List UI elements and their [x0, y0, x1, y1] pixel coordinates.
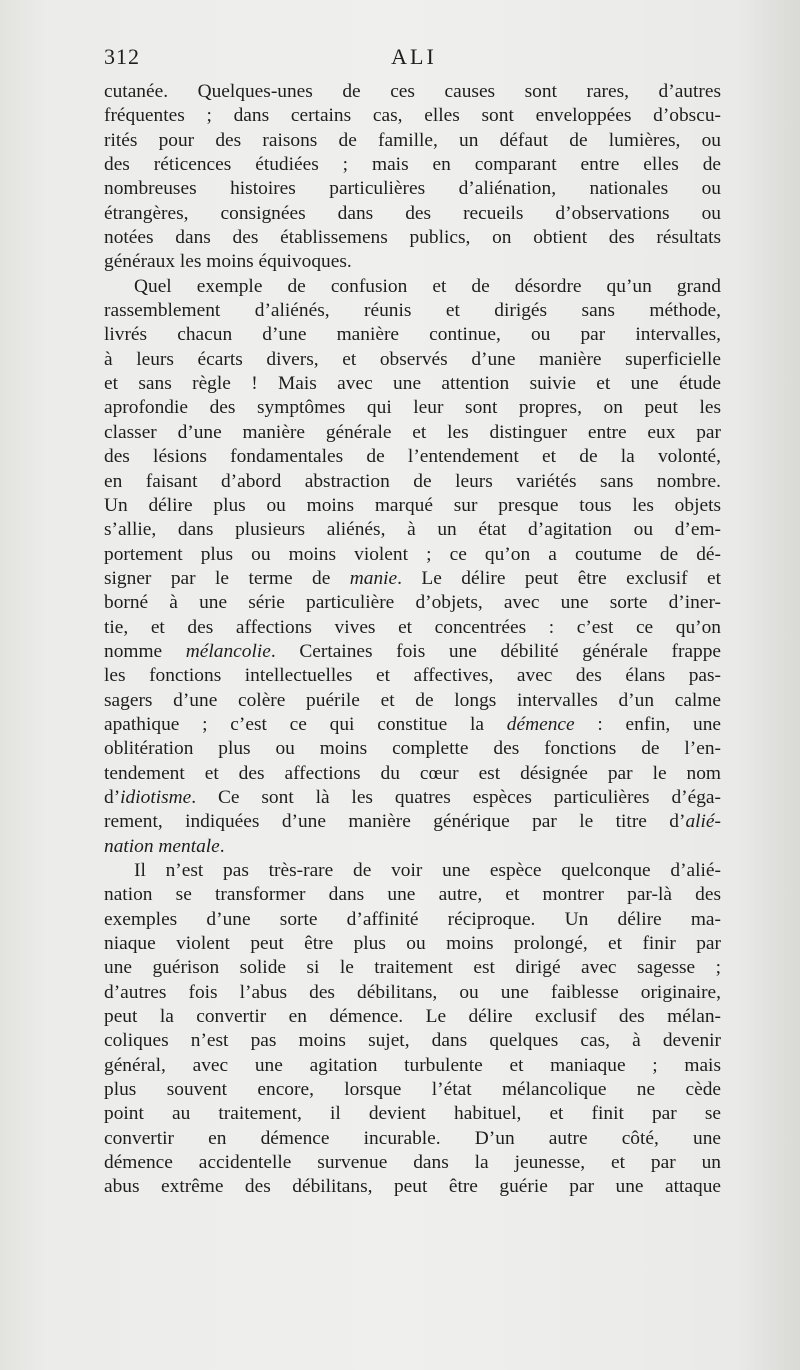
text-line [104, 1127, 721, 1151]
text-run: une guérison solide si le traitement est dirigé avec sagesse ; [104, 957, 721, 979]
text-run: rassemblement d’aliénés, réunis et dirigés sans méthode, [104, 300, 721, 322]
text-line [104, 518, 721, 542]
text-run: cutanée. Quelques-unes de ces causes sont rares, d’autres [104, 81, 721, 102]
italic-term: manie [349, 567, 398, 589]
text-line [104, 470, 721, 494]
italic-term: nation mentale [104, 835, 220, 857]
text-line [104, 737, 721, 761]
italic-term: idiotisme [120, 786, 192, 808]
text-run: à leurs écarts divers, et observés d’une manière superficielle [104, 348, 721, 370]
text-run: oblitération plus ou moins complette des fonctions de l’en- [104, 738, 721, 760]
text-run: nombreuses histoires particulières d’aliénation, nationales ou [104, 178, 721, 200]
text-line [104, 883, 721, 907]
italic-term: alié- [685, 811, 721, 833]
text-run: convertir en démence incurable. D’un autre côté, une [104, 1127, 721, 1149]
text-line [104, 689, 721, 713]
text-run: . [219, 835, 225, 857]
text-run: : enfin, une [574, 713, 721, 735]
text-line [104, 202, 721, 226]
text-run: rement, indiquées d’une manière générique par le titre d’ [104, 811, 686, 833]
text-run: et sans règle ! Mais avec une attention suivie et une étude [104, 373, 721, 395]
page-number: 312 [104, 44, 140, 69]
text-run: borné à une série particulière d’objets, avec une sorte d’iner- [104, 592, 721, 614]
text-line [104, 396, 721, 420]
text-line [104, 664, 721, 688]
text-run: général, avec une agitation turbulente et maniaque ; mais [104, 1054, 721, 1076]
text-run: généraux les moins équivoques. [104, 251, 352, 273]
text-line [104, 956, 721, 980]
text-run: coliques n’est pas moins sujet, dans quelques cas, à devenir [104, 1030, 721, 1052]
text-run: portement plus ou moins violent ; ce qu’on a coutume de dé- [104, 543, 721, 565]
text-line [104, 1054, 721, 1078]
text-line [104, 299, 721, 323]
text-line [104, 1005, 721, 1029]
text-line [104, 129, 721, 153]
text-run: apathique ; c’est ce qui constitue la [104, 713, 507, 735]
text-run: s’allie, dans plusieurs aliénés, à un état d’agitation ou d’em- [104, 519, 721, 541]
text-line [104, 153, 721, 177]
text-run: en faisant d’abord abstraction de leurs variétés sans nombre. [104, 470, 721, 492]
text-run: des réticences étudiées ; mais en comparant entre elles de [104, 154, 721, 176]
text-run: abus extrême des débilitans, peut être guérie par une attaque [104, 1176, 721, 1198]
text-line [104, 494, 721, 518]
italic-term: démence [506, 713, 575, 735]
text-run: nomme [104, 640, 186, 662]
text-line [104, 275, 721, 299]
header-title: ALI [391, 44, 437, 69]
text-line [104, 567, 721, 591]
text-run: fréquentes ; dans certains cas, elles sont enveloppées d’obscu- [104, 105, 721, 127]
text-run: Quel exemple de confusion et de désordre qu’un grand [134, 275, 721, 297]
text-line [104, 859, 721, 883]
text-run: Il n’est pas très-rare de voir une espèce quelconque d’alié- [134, 860, 721, 881]
text-line [104, 1151, 721, 1175]
text-run: plus souvent encore, lorsque l’état mélancolique ne cède [104, 1079, 721, 1101]
text-run: nation se transformer dans une autre, et montrer par-là des [104, 884, 721, 906]
text-run: . Le délire peut être exclusif et [397, 567, 721, 589]
running-head [104, 44, 724, 74]
text-run: livrés chacun d’une manière continue, ou par intervalles, [104, 324, 721, 346]
text-line [104, 786, 721, 810]
text-line [104, 1175, 721, 1199]
text-line [104, 543, 721, 567]
text-run: Un délire plus ou moins marqué sur presque tous les objets [104, 494, 721, 516]
text-run: des lésions fondamentales de l’entendement et de la volonté, [104, 446, 721, 468]
text-run: notées dans des établissemens publics, on obtient des résultats [104, 227, 721, 249]
text-line [104, 981, 721, 1005]
text-run: . Certaines fois une débilité générale frappe [270, 640, 721, 662]
text-line [104, 762, 721, 786]
text-run: signer par le terme de [104, 567, 350, 589]
text-line [104, 421, 721, 445]
text-line [104, 616, 721, 640]
body-text [104, 80, 721, 1200]
text-line [104, 713, 721, 737]
text-line [104, 104, 721, 128]
text-run: . Ce sont là les quatres espèces particulières d’éga- [191, 786, 721, 808]
text-line [104, 835, 721, 859]
text-run: classer d’une manière générale et les distinguer entre eux par [104, 421, 721, 443]
text-run: exemples d’une sorte d’affinité réciproque. Un délire ma- [104, 908, 721, 930]
italic-term: mélancolie [185, 640, 271, 662]
text-run: d’ [104, 786, 121, 808]
text-run: point au traitement, il devient habituel, et finit par se [104, 1103, 721, 1125]
text-line [104, 348, 721, 372]
text-line [104, 810, 721, 834]
text-run: d’autres fois l’abus des débilitans, ou une faiblesse originaire, [104, 981, 721, 1003]
text-line [104, 445, 721, 469]
text-run: aprofondie des symptômes qui leur sont propres, on peut les [104, 397, 721, 419]
text-run: niaque violent peut être plus ou moins prolongé, et finir par [104, 933, 721, 955]
text-line [104, 80, 721, 104]
text-run: démence accidentelle survenue dans la jeunesse, et par un [104, 1152, 721, 1174]
text-run: rités pour des raisons de famille, un défaut de lumières, ou [104, 129, 721, 151]
text-line [104, 1102, 721, 1126]
text-line [104, 1078, 721, 1102]
text-run: tendement et des affections du cœur est désignée par le nom [104, 762, 721, 784]
text-line [104, 932, 721, 956]
text-line [104, 372, 721, 396]
text-line [104, 1029, 721, 1053]
text-line [104, 177, 721, 201]
text-run: étrangères, consignées dans des recueils d’observations ou [104, 202, 721, 224]
text-run: les fonctions intellectuelles et affectives, avec des élans pas- [104, 665, 721, 687]
text-line [104, 323, 721, 347]
text-run: sagers d’une colère puérile et de longs intervalles d’un calme [104, 689, 721, 711]
text-line [104, 250, 721, 274]
text-run: peut la convertir en démence. Le délire exclusif des mélan- [104, 1006, 721, 1028]
text-line [104, 226, 721, 250]
text-run: tie, et des affections vives et concentrées : c’est ce qu’on [104, 616, 721, 638]
text-line [104, 908, 721, 932]
text-line [104, 591, 721, 615]
text-line [104, 640, 721, 664]
